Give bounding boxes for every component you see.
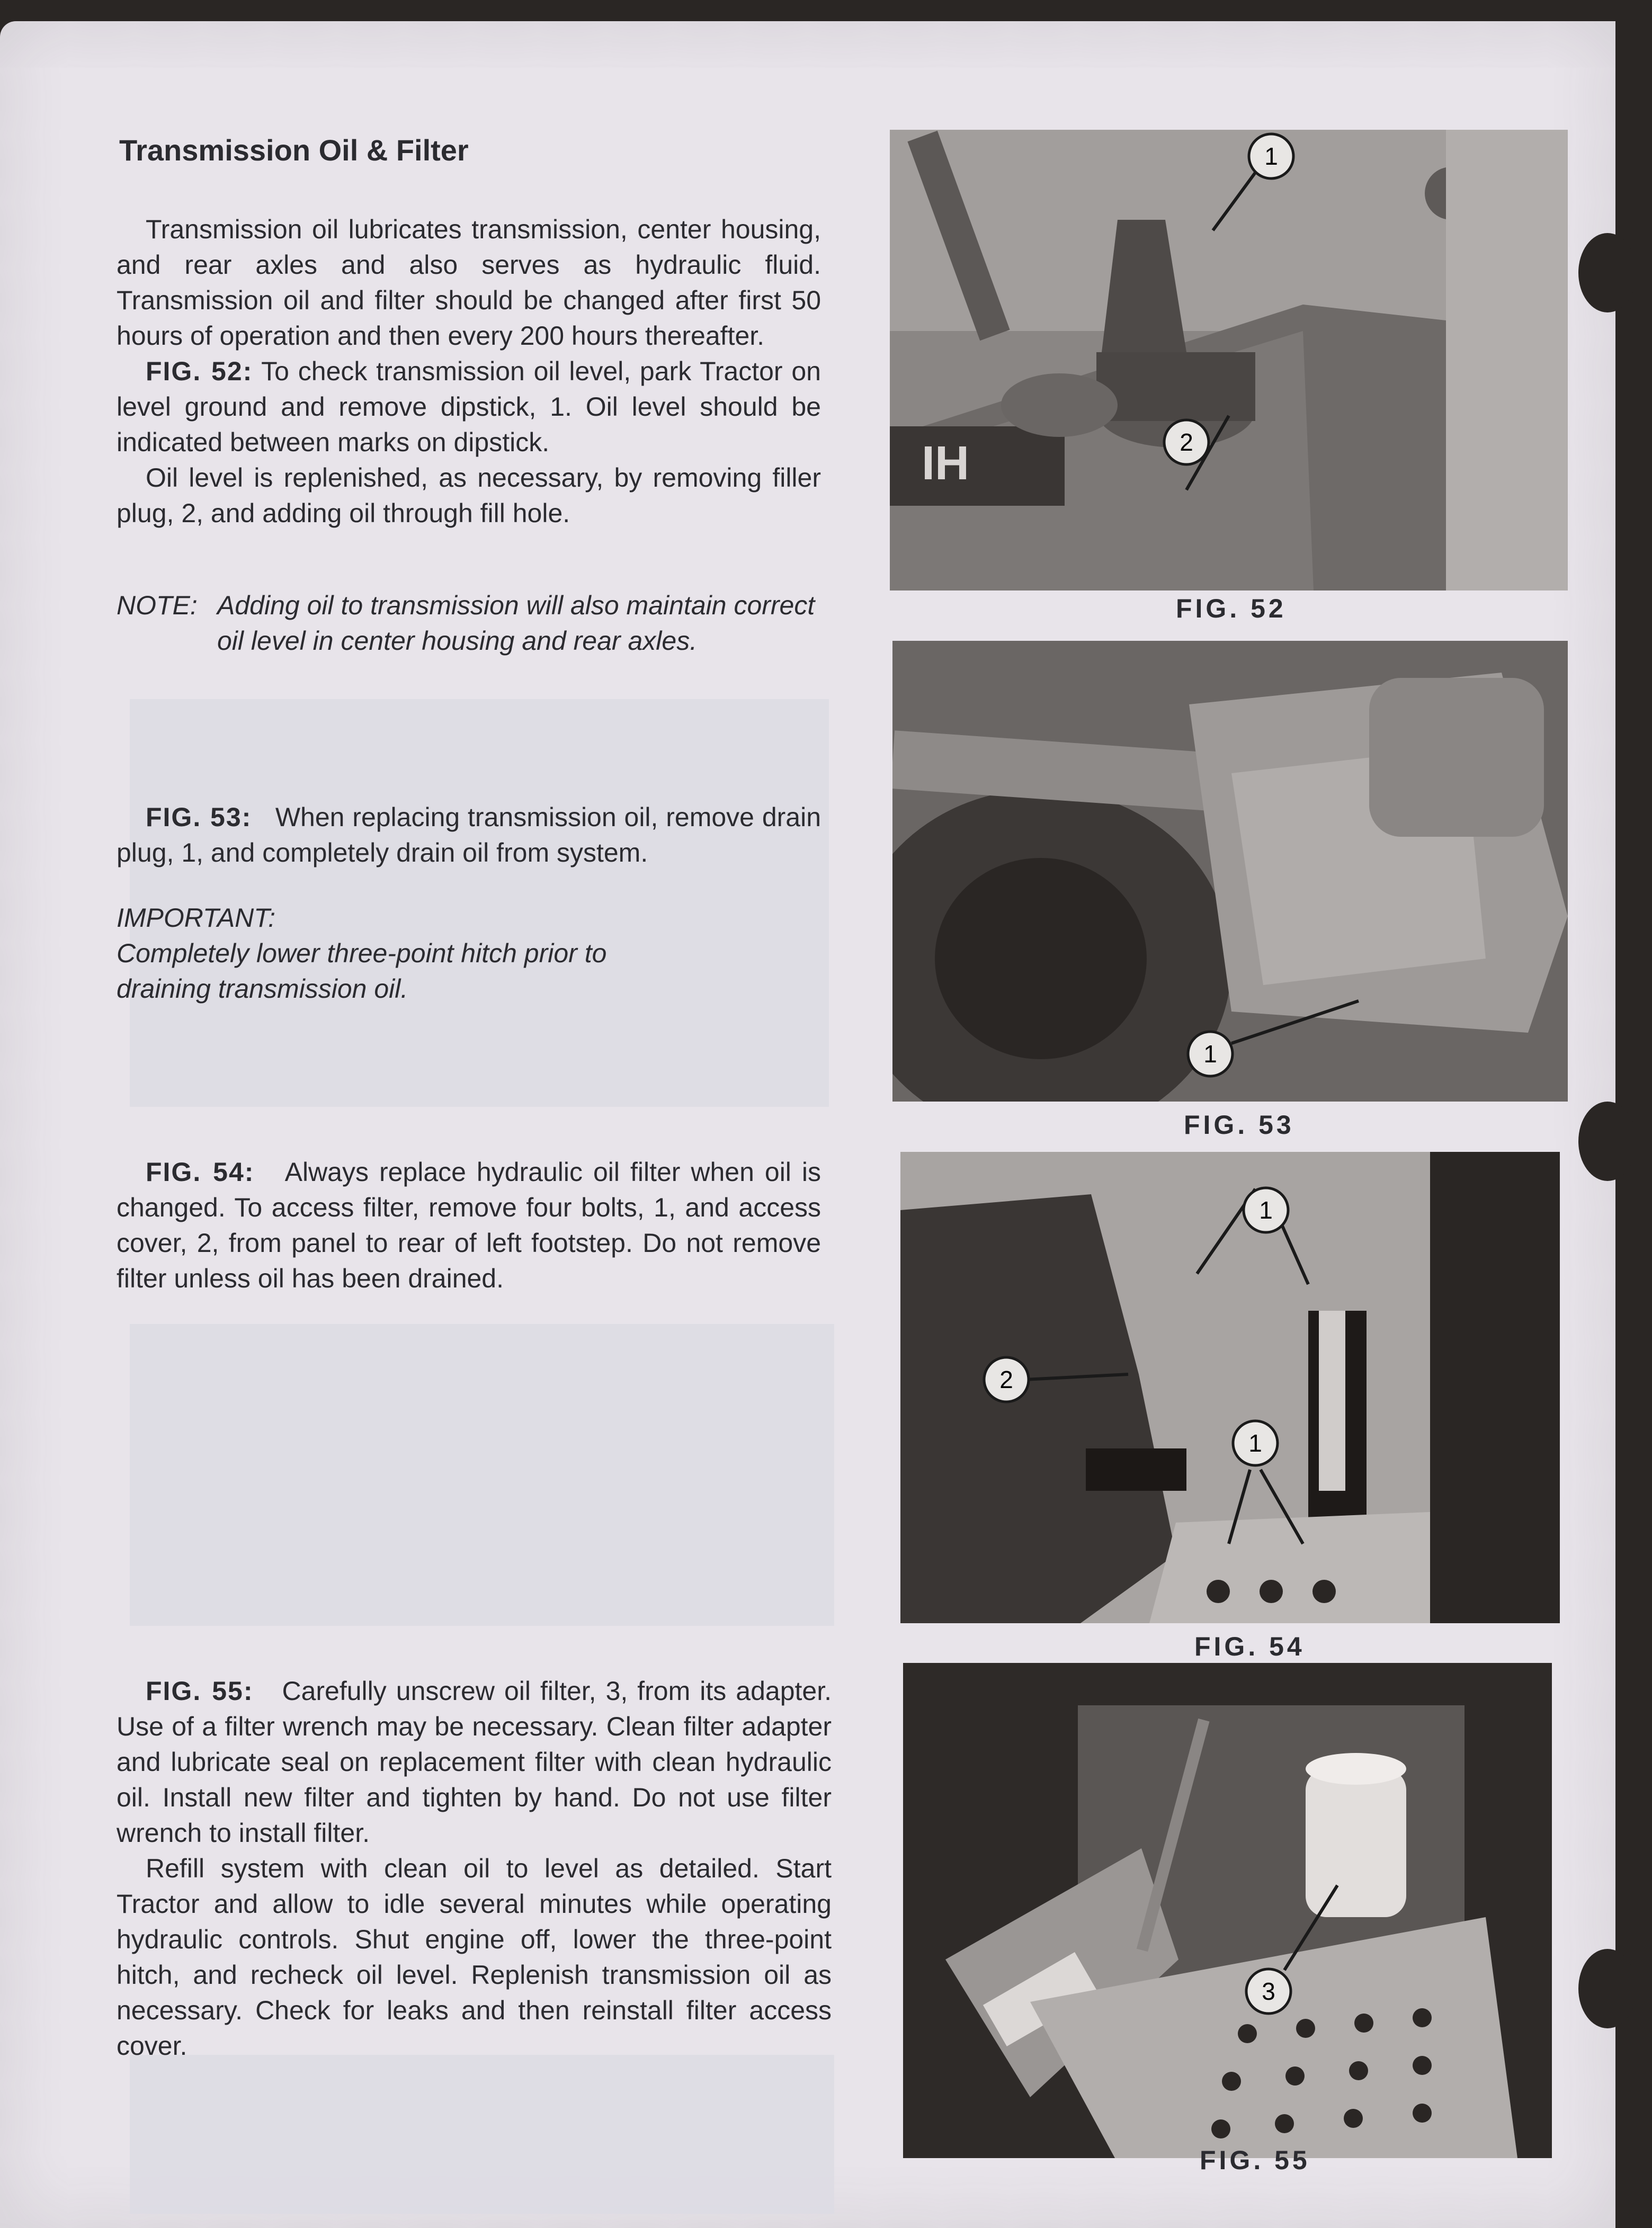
note-text: Adding oil to transmission will also maintain correct oil level in center housing and rear axles. [217, 590, 815, 656]
fig52-paragraph [117, 354, 821, 460]
fig53-caption: FIG. 53 [1184, 1110, 1294, 1140]
fig53-callout-1: 1 [1203, 1040, 1217, 1068]
fig52-callout-2: 2 [1180, 428, 1193, 456]
fig54-text: Always replace hydraulic oil filter when oil is changed. To access filter, remove four bolts, 1, and access cover, 2, from panel to rear of left footstep. Do not remove filter unless oil has been drained. [117, 1157, 821, 1293]
bleed-through-shadow [130, 1324, 834, 1626]
fig54-paragraph [117, 1155, 821, 1296]
fig55-caption: FIG. 55 [1200, 2145, 1310, 2175]
fig55-text-2: Refill system with clean oil to level as detailed. Start Tractor and allow to idle several minutes while operating hydraulic controls. Shut engine off, lower the three-point hitch, and recheck oil level. Replenish transmission oil as necessary. Check for leaks and then reinstall filter access cover. [117, 1854, 832, 2061]
important-text: Completely lower three-point hitch prior to draining transmission oil. [117, 938, 607, 1004]
binder-hole [1578, 1949, 1637, 2028]
note-label: NOTE: [117, 590, 198, 620]
intro-text: Transmission oil lubricates transmission, center housing, and rear axles and also serves as hydraulic fluid. Transmission oil and filter should be changed after first 50 hours of operation and then every 200 hours thereafter. [117, 214, 821, 351]
fig55-text: Carefully unscrew oil filter, 3, from its adapter. Use of a filter wrench may be necessary. Clean filter adapter and lubricate seal on replacement filter with clean hydraulic oil. Install new filter and tighten by hand. Do not use filter wrench to install filter. [117, 1676, 832, 1848]
fig52-text: To check transmission oil level, park Tractor on level ground and remove dipstick, 1. Oil level should be indicated between marks on dipstick. [117, 356, 821, 457]
fig52-callout-1: 1 [1264, 142, 1278, 170]
fig54-lead: FIG. 54: [146, 1157, 255, 1187]
important-block [117, 900, 821, 1007]
fig52-text-2: Oil level is replenished, as necessary, by removing filler plug, 2, and adding oil through fill hole. [117, 463, 821, 528]
fig52-lead: FIG. 52: [146, 356, 253, 386]
fig55-callout-3: 3 [1262, 1978, 1275, 2005]
binder-hole [1578, 233, 1637, 312]
note-block [117, 588, 821, 659]
bleed-through-shadow [130, 2055, 834, 2214]
fig55-lead: FIG. 55: [146, 1676, 254, 1706]
fig55-photo [903, 1663, 1552, 2158]
fig53-lead: FIG. 53: [146, 802, 252, 832]
fig53-text: When replacing transmission oil, remove drain plug, 1, and completely drain oil from system. [117, 802, 821, 867]
fig52-photo [890, 130, 1568, 590]
important-label: IMPORTANT: [117, 903, 275, 933]
fig54-callout-2: 2 [999, 1366, 1013, 1393]
fig55-paragraph [117, 1674, 832, 2064]
fig52-caption: FIG. 52 [1176, 594, 1287, 623]
fig54-callout-1b: 1 [1248, 1429, 1262, 1457]
fig53-paragraph [117, 800, 821, 871]
fig54-photo [900, 1152, 1560, 1623]
svg-text:IH: IH [922, 437, 969, 490]
intro-paragraph [117, 212, 821, 531]
fig54-caption: FIG. 54 [1194, 1632, 1305, 1661]
section-title: Transmission Oil & Filter [119, 133, 469, 167]
fig54-callout-1a: 1 [1259, 1196, 1273, 1224]
binder-hole [1578, 1102, 1637, 1181]
fig53-photo [892, 641, 1568, 1102]
